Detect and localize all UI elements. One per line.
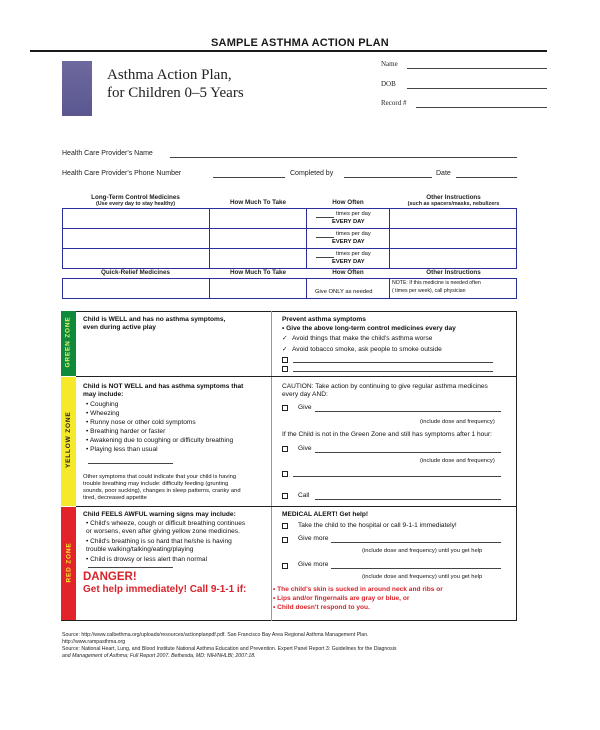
col-instructions-header: Other Instructions (426, 194, 481, 201)
name-label: Name (381, 60, 398, 68)
every-day-text: EVERY DAY (332, 259, 365, 265)
col-long-term-sub: (Use every day to stay healthy) (95, 201, 176, 207)
avoid-checkbox-2[interactable]: ✓ (282, 346, 288, 353)
yellow-give2-line[interactable] (315, 452, 501, 453)
times-per-day-text: times per day (336, 251, 371, 257)
col-how-much-header-2: How Much To Take (229, 269, 287, 276)
grid-line (306, 278, 307, 298)
avoid-text-2: Avoid tobacco smoke, ask people to smoke outside (292, 346, 442, 353)
zone-sep-green-yellow (76, 376, 517, 377)
yellow-call-line[interactable] (315, 499, 501, 500)
title-rule (30, 50, 547, 52)
yellow-dose-note: (include dose and frequency) (420, 419, 495, 425)
col-instructions-sub: (such as spacers/masks, nebulizers (407, 201, 500, 207)
every-day-text: EVERY DAY (332, 219, 365, 225)
times-input-line[interactable] (316, 217, 334, 218)
green-checkbox[interactable] (282, 357, 288, 363)
yellow-call2-checkbox[interactable] (282, 493, 288, 499)
grid-line (389, 278, 390, 298)
times-per-day-text: times per day (336, 211, 371, 217)
yellow-call-label: Call (298, 492, 310, 499)
danger-title: DANGER! (83, 571, 137, 583)
grid-line (209, 278, 210, 298)
source-line-4: and Management of Asthma; Full Report 2007. Bethesda, MD: NIH/NHLBI; 2007:18. (62, 653, 256, 659)
green-zone-label: GREEN ZONE (64, 316, 72, 368)
red-give-more-label: Give more (298, 535, 329, 542)
warning-sign: • Child's breathing is so hard that he/she is having (86, 538, 232, 545)
green-right-bullet: • Give the above long-term control medicines every day (282, 325, 456, 332)
red-hospital-text: Take the child to the hospital or call 9-1-1 immediately! (298, 522, 457, 529)
grid-line (516, 208, 517, 268)
avoid-checkbox-1[interactable]: ✓ (282, 335, 288, 342)
document-title: SAMPLE ASTHMA ACTION PLAN (211, 37, 389, 49)
provider-phone-line[interactable] (213, 177, 285, 178)
dob-input-line[interactable] (407, 88, 547, 89)
completed-by-label: Completed by (290, 170, 334, 177)
symptom-item: • Breathing harder or faster (86, 428, 166, 435)
grid-line (306, 208, 307, 268)
green-left-line2: even during active play (83, 324, 156, 331)
note-line-2: ( times per week), call physician (392, 288, 466, 294)
warning-sign: trouble walking/talking/eating/playing (86, 546, 194, 553)
green-right-head: Prevent asthma symptoms (282, 316, 366, 323)
warning-sign: or worsens, even after giving yellow zone medicines. (86, 528, 240, 535)
times-input-line[interactable] (316, 237, 334, 238)
symptom-item: • Wheezing (86, 410, 120, 417)
symptom-item: • Coughing (86, 401, 119, 408)
source-line-3: Source: National Heart, Lung, and Blood Institute National Asthma Education and Prevention. Expert Panel Report 3: Guidelines for the Diagnosis (62, 646, 397, 652)
red-give2-line[interactable] (331, 568, 501, 569)
grid-line (62, 298, 517, 299)
red-give2-checkbox[interactable] (282, 563, 288, 569)
avoid-text-1: Avoid things that make the child's asthma worse (292, 335, 433, 342)
red-zone-bar (61, 507, 76, 620)
danger-sign-2: • Lips and/or fingernails are gray or blue, or (273, 595, 410, 602)
green-blank-line[interactable] (293, 362, 493, 363)
other-symptoms-3: sounds, poor sucking), changes in sleep patterns, cranky and (83, 488, 241, 494)
source-line-1: Source: http://www.calbethma.org/uploads/resources/actionplanpdf.pdf. San Francisco Bay Area Regional Asthma Management Plan. (62, 632, 369, 638)
grid-line (516, 278, 517, 298)
col-how-often-header-2: How Often (332, 269, 364, 276)
every-day-text: EVERY DAY (332, 239, 365, 245)
grid-line (62, 278, 63, 298)
provider-name-line[interactable] (170, 157, 517, 158)
green-zone-bar (61, 311, 76, 376)
grid-line (389, 208, 390, 268)
col-instructions-header-2: Other Instructions (426, 269, 481, 276)
grid-line (62, 208, 517, 209)
medical-alert-title: MEDICAL ALERT! Get help! (282, 511, 369, 518)
yellow-give-label: Give (298, 404, 312, 411)
green-checkbox[interactable] (282, 366, 288, 372)
get-help-call: Get help immediately! Call 9-1-1 if: (83, 584, 247, 595)
red-give-line[interactable] (331, 542, 501, 543)
plan-heading-line1: Asthma Action Plan, (107, 67, 232, 83)
times-per-day-text: times per day (336, 231, 371, 237)
dob-label: DOB (381, 80, 396, 88)
yellow-give2-checkbox[interactable] (282, 446, 288, 452)
grid-line (62, 278, 517, 279)
date-line[interactable] (456, 177, 517, 178)
danger-sign-3: • Child doesn't respond to you. (273, 604, 370, 611)
symptom-item: • Runny nose or other cold symptoms (86, 419, 196, 426)
yellow-left-head1: Child is NOT WELL and has asthma symptoms that (83, 383, 244, 390)
times-input-line[interactable] (316, 257, 334, 258)
record-label: Record # (381, 99, 407, 107)
not-green-line: If the Child is not in the Green Zone and still has symptoms after 1 hour: (282, 431, 493, 438)
zone-frame-bottom (61, 620, 517, 621)
col-how-much-header: How Much To Take (229, 199, 287, 206)
red-zone-label: RED ZONE (65, 542, 73, 583)
col-how-often-header: How Often (332, 199, 364, 206)
warning-sign: • Child is drowsy or less alert than normal (86, 556, 208, 563)
red-blank-line[interactable] (88, 567, 173, 568)
other-symptoms-1: Other symptoms that could indicate that your child is having (83, 474, 237, 480)
symptom-blank-line[interactable] (88, 463, 173, 464)
other-symptoms-4: tired, decreased appetite (83, 495, 147, 501)
col-long-term-header: Long-Term Control Medicines (91, 194, 180, 201)
completed-by-line[interactable] (344, 177, 432, 178)
yellow-zone-bar (61, 377, 76, 506)
symptom-item: • Awakening due to coughing or difficulty breathing (86, 437, 234, 444)
red-dose-note-2: (include dose and frequency) until you get help (362, 574, 483, 580)
give-only-text: Give ONLY as needed (315, 289, 373, 295)
warning-sign: • Child's wheeze, cough or difficult breathing continues (86, 520, 246, 527)
red-left-head: Child FEELS AWFUL warning signs may include: (83, 511, 236, 518)
yellow-zone-label: YELLOW ZONE (65, 411, 72, 468)
header-color-block (62, 61, 92, 116)
yellow-dose-note-2: (include dose and frequency) (420, 458, 495, 464)
source-line-2: http://www.rampasthma.org (62, 639, 126, 645)
zone-frame-right (516, 311, 517, 621)
red-give-more-label-2: Give more (298, 561, 329, 568)
zone-divider (271, 311, 272, 621)
yellow-give-checkbox[interactable] (282, 405, 288, 411)
name-input-line[interactable] (407, 68, 547, 69)
grid-line (209, 208, 210, 268)
grid-line (62, 228, 517, 229)
yellow-give-line[interactable] (315, 411, 501, 412)
yellow-give2-label: Give (298, 445, 312, 452)
yellow-call-checkbox[interactable] (282, 471, 288, 477)
red-dose-note: (include dose and frequency) until you get help (362, 548, 483, 554)
caution-line1: CAUTION: Take action by continuing to give regular asthma medicines (282, 383, 488, 390)
symptom-item: • Playing less than usual (86, 446, 158, 453)
grid-line (62, 208, 63, 268)
grid-line (62, 248, 517, 249)
zone-sep-yellow-red (76, 506, 517, 507)
provider-phone-label: Health Care Provider's Phone Number (62, 170, 182, 177)
red-give-checkbox[interactable] (282, 537, 288, 543)
red-hospital-checkbox[interactable] (282, 523, 288, 529)
green-blank-line[interactable] (293, 371, 493, 372)
record-input-line[interactable] (416, 107, 547, 108)
other-symptoms-2: trouble breathing may include: difficulty feeding (grunting (83, 481, 229, 487)
date-label: Date (436, 170, 451, 177)
col-quick-relief-header: Quick-Relief Medicines (101, 269, 170, 276)
yellow-blank-line[interactable] (293, 476, 501, 477)
plan-heading-line2: for Children 0–5 Years (107, 85, 244, 101)
note-line-1: NOTE: If this medicine is needed often (392, 280, 481, 286)
danger-sign-1: • The child's skin is sucked in around neck and ribs or (273, 586, 443, 593)
caution-line2: every day AND: (282, 391, 328, 398)
yellow-left-head2: may include: (83, 391, 124, 398)
provider-name-label: Health Care Provider's Name (62, 150, 153, 157)
green-left-line1: Child is WELL and has no asthma symptoms, (83, 316, 226, 323)
zone-frame-top (61, 311, 517, 312)
